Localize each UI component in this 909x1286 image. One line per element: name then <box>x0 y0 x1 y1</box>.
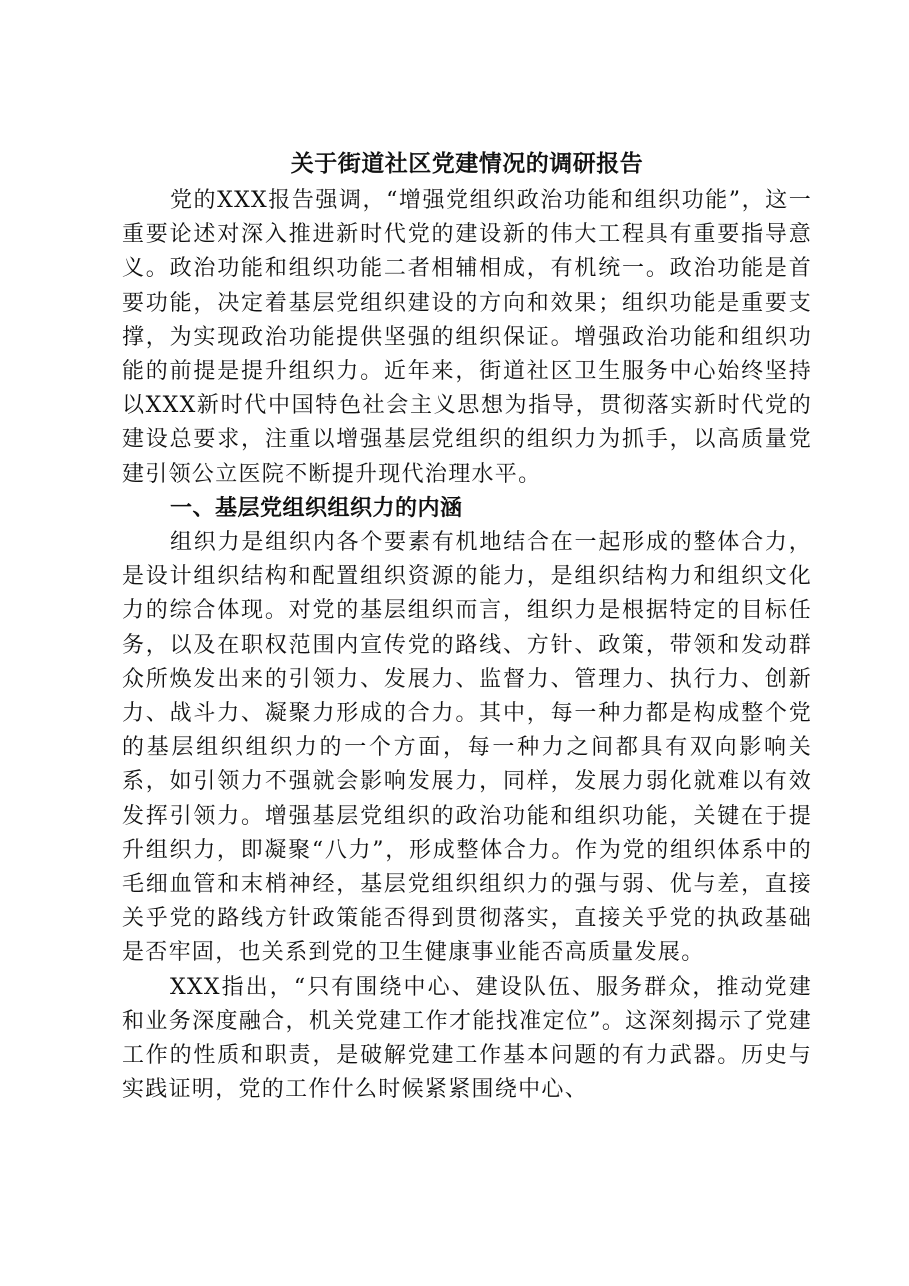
paragraph-organization-power: 组织力是组织内各个要素有机地结合在一起形成的整体合力，是设计组织结构和配置组织资源的能力，是组织结构力和组织文化力的综合体现。对党的基层组织而言，组织力是根据特定的目标任务，以及在职权范围内宣传党的路线、方针、政策，带领和发动群众所焕发出来的引领力、发展力、监督力、管理力、执行力、创新力、战斗力、凝聚力形成的合力。其中，每一种力都是构成整个党的基层组织组织力的一个方面，每一种力之间都具有双向影响关系，如引领力不强就会影响发展力，同样，发展力弱化就难以有效发挥引领力。增强基层党组织的政治功能和组织功能，关键在于提升组织力，即凝聚“八力”，形成整体合力。作为党的组织体系中的毛细血管和末梢神经，基层党组织组织力的强与弱、优与差，直接关乎党的路线方针政策能否得到贯彻落实，直接关乎党的执政基础是否牢固，也关系到党的卫生健康事业能否高质量发展。 <box>122 530 812 966</box>
document-page <box>122 146 812 1107</box>
document-title: 关于街道社区党建情况的调研报告 <box>290 150 644 177</box>
section-heading-1: 一、基层党组织组织力的内涵 <box>170 495 463 521</box>
paragraph-party-building: XXX指出，“只有围绕中心、建设队伍、服务群众，推动党建和业务深度融合，机关党建工作才能找准定位”。这深刻揭示了党建工作的性质和职责，是破解党建工作基本问题的有力武器。历史与实践证明，党的工作什么时候紧紧围绕中心、 <box>122 974 812 1103</box>
paragraph-intro: 党的XXX报告强调，“增强党组织政治功能和组织功能”，这一重要论述对深入推进新时代党的建设新的伟大工程具有重要指导意义。政治功能和组织功能二者相辅相成，有机统一。政治功能是首要功能，决定着基层党组织建设的方向和效果；组织功能是重要支撑，为实现政治功能提供坚强的组织保证。增强政治功能和组织功能的前提是提升组织力。近年来，街道社区卫生服务中心始终坚持以XXX新时代中国特色社会主义思想为指导，贯彻落实新时代党的建设总要求，注重以增强基层党组织的组织力为抓手，以高质量党建引领公立医院不断提升现代治理水平。 <box>122 188 812 487</box>
